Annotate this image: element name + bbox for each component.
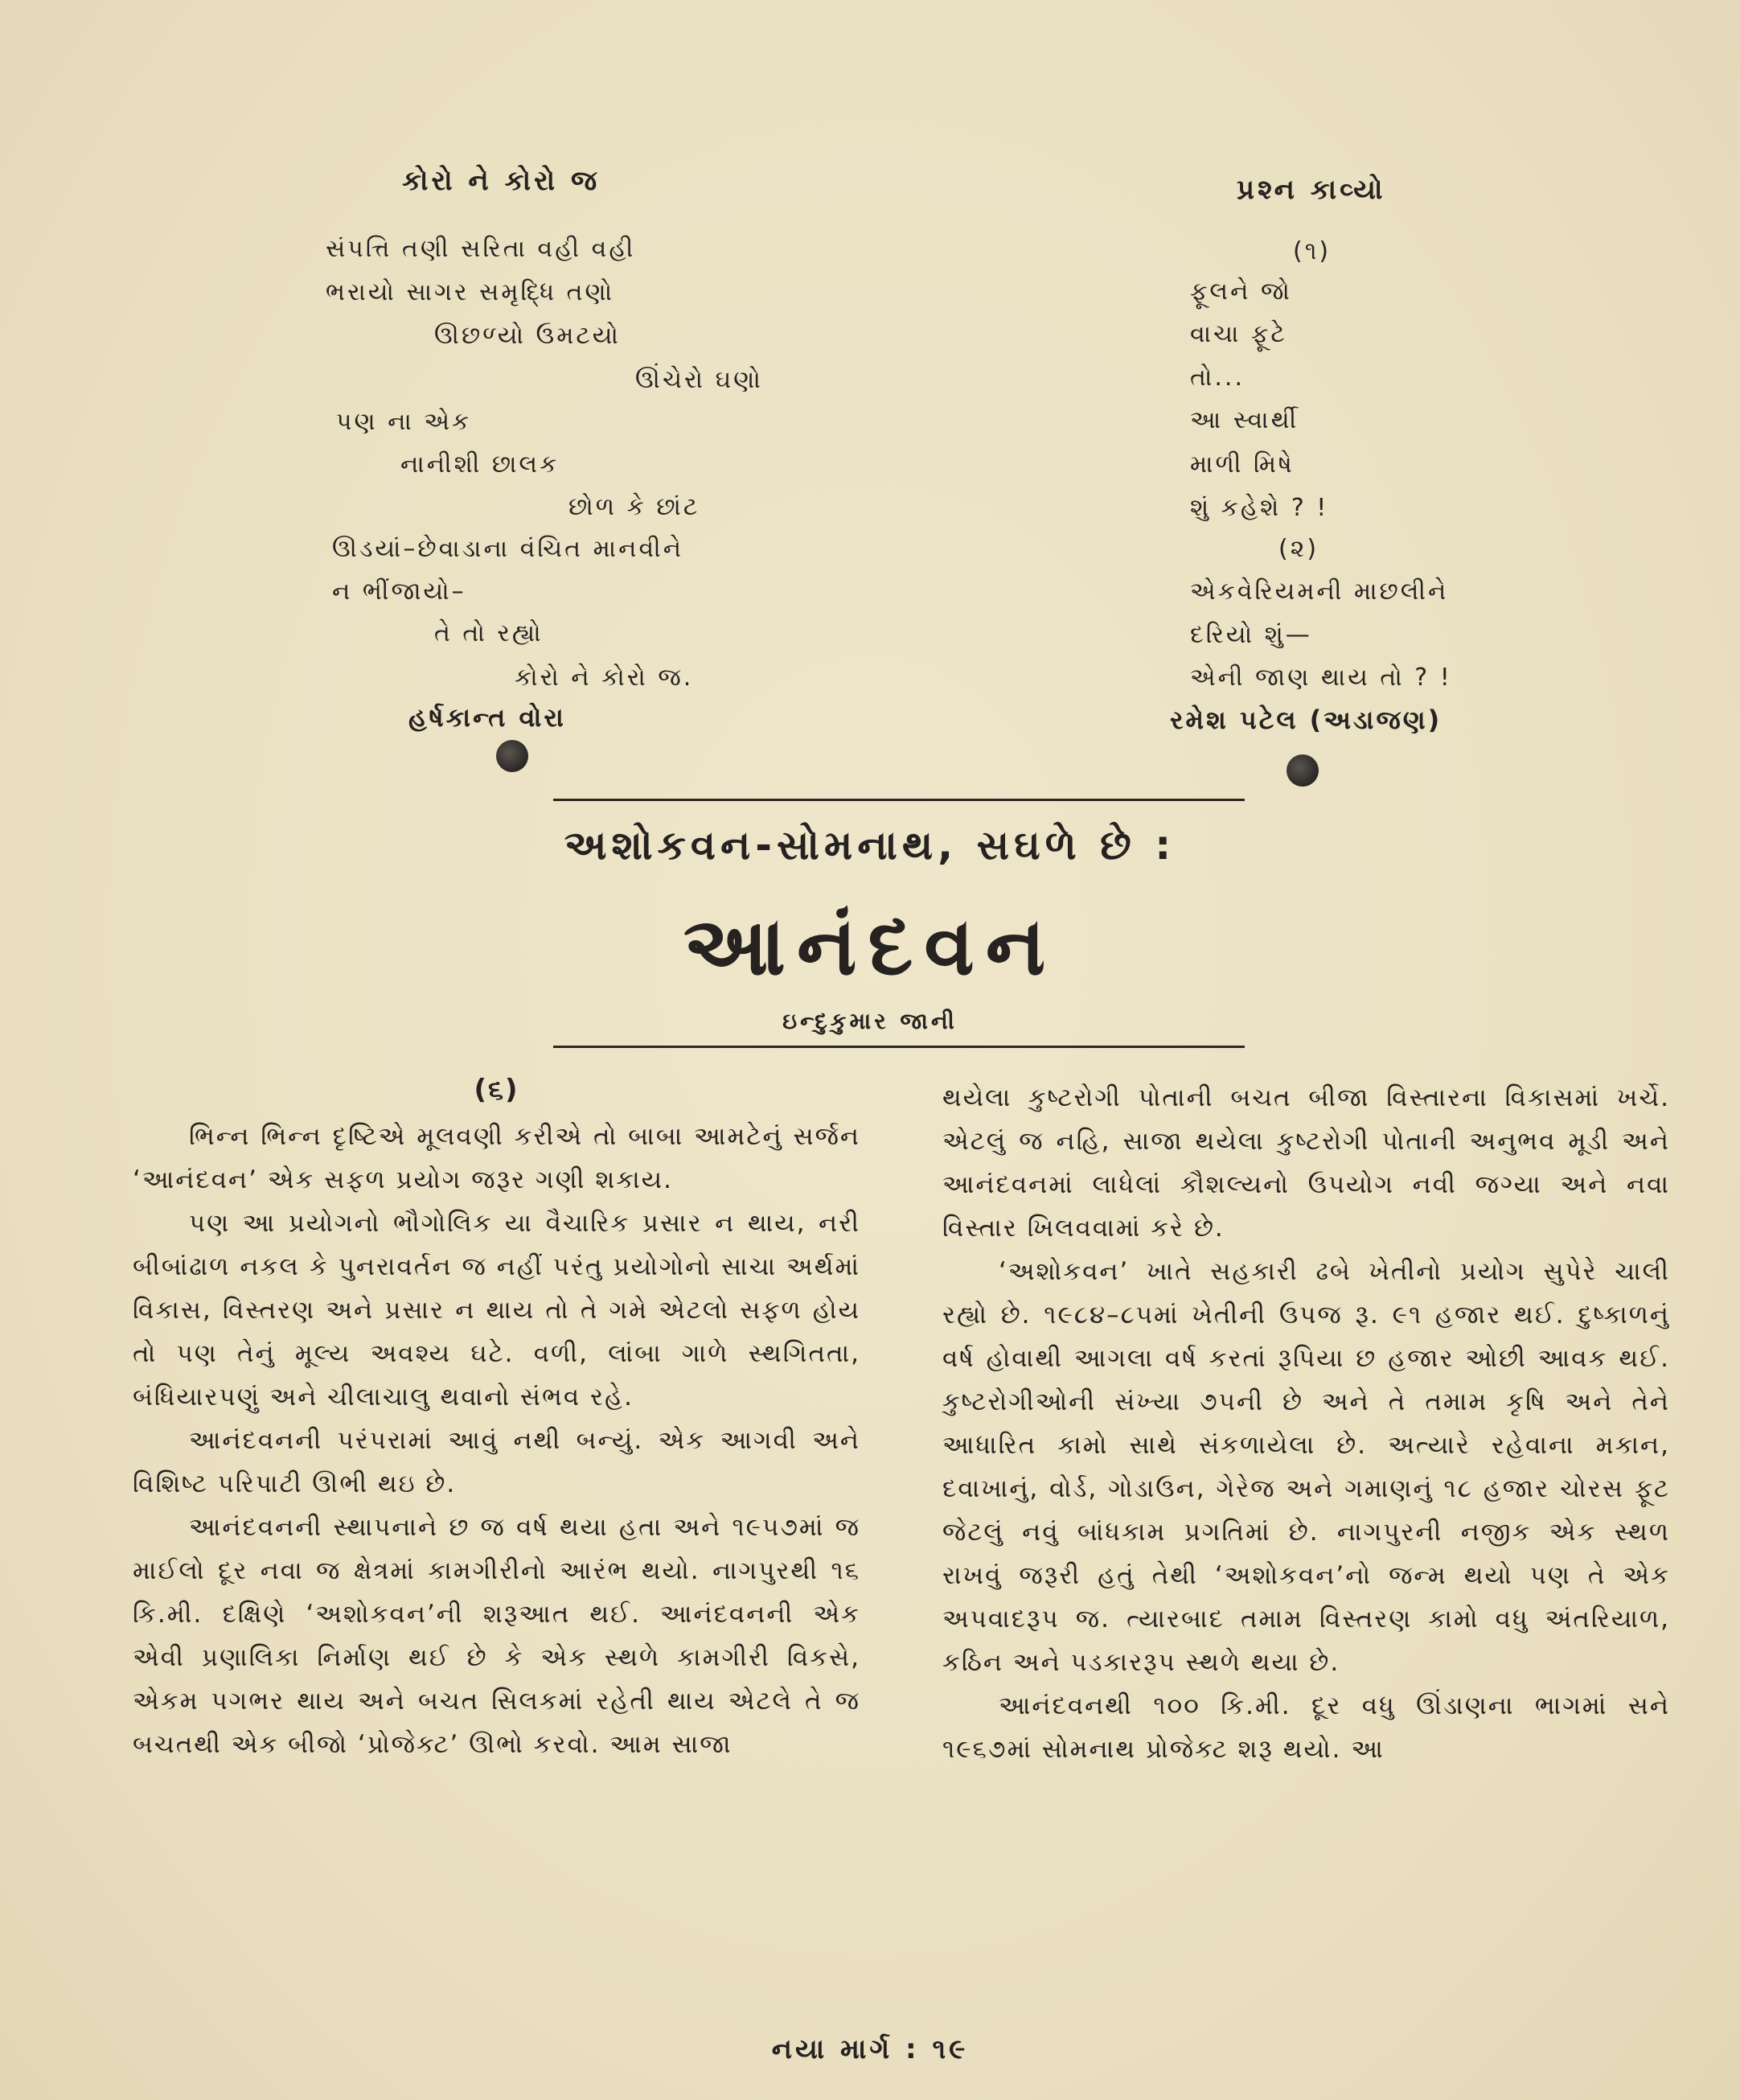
bullet-ornament-right bbox=[1287, 754, 1319, 787]
paragraph: થયેલા કુષ્ટરોગી પોતાની બચત બીજા વિસ્તારના વિકાસમાં ખર્ચે. એટલું જ નહિ, સાજા થયેલા કુષ્ટરોગી પોતાની અનુભવ મૂડી અને આનંદવનમાં લાધેલાં કૌશલ્યનો ઉપયોગ નવી જગ્યા અને નવા વિસ્તાર ખિલવવામાં કરે છે. bbox=[942, 1083, 1670, 1243]
poem-line: ઊંચેરો ઘણો bbox=[635, 366, 763, 394]
poem-line: માળી મિષે bbox=[1190, 450, 1295, 479]
poem-line: દરિયો શું— bbox=[1190, 621, 1312, 649]
poem-line: પણ ના એક bbox=[336, 408, 472, 436]
poem-line: (૨) bbox=[1278, 535, 1319, 563]
paragraph: આનંદવનની પરંપરામાં આવું નથી બન્યું. એક આગવી અને વિશિષ્ટ પરિપાટી ઊભી થઇ છે. bbox=[133, 1426, 860, 1498]
header-rule-bottom bbox=[553, 1046, 1245, 1048]
poem-line: એની જાણ થાય તો ? ! bbox=[1190, 664, 1452, 692]
article-column-left bbox=[133, 1068, 860, 1766]
poem-line: ભરાયો સાગર સમૃદ્ધિ તણો bbox=[326, 278, 615, 306]
poem-line: એકવેરિયમની માછલીને bbox=[1190, 577, 1449, 606]
paragraph: આનંદવનથી ૧૦૦ કિ.મી. દૂર વધુ ઊંડાણના ભાગમાં સને ૧૯૬૭માં સોમનાથ પ્રોજેક્ટ શરૂ થયો. આ bbox=[942, 1691, 1670, 1764]
poem-line: છોળ કે છાંટ bbox=[568, 493, 700, 521]
header-rule-top bbox=[553, 799, 1245, 801]
poem-author-left: હર્ષકાન્ત વોરા bbox=[408, 702, 566, 733]
poem-line: કોરો ને કોરો જ. bbox=[515, 664, 694, 692]
poem-line: વાચા ફૂટે bbox=[1190, 320, 1287, 348]
section-number: (૬) bbox=[474, 1074, 519, 1106]
article-column-right bbox=[942, 1076, 1670, 1771]
poem-line: સંપત્તિ તણી સરિતા વહી વહી bbox=[326, 235, 636, 263]
poem-author-right: રમેશ પટેલ (અડાજણ) bbox=[1170, 705, 1442, 735]
poem-line: નાનીશી છાલક bbox=[400, 450, 560, 479]
poem-line: ફૂલને જો bbox=[1190, 277, 1292, 306]
article-kicker: અશોકવન-સોમનાથ, સઘળે છે : bbox=[564, 822, 1176, 869]
poem-title-right: પ્રશ્ન કાવ્યો bbox=[1237, 174, 1386, 206]
poem-line: શું કહેશે ? ! bbox=[1190, 494, 1329, 522]
poem-line: (૧) bbox=[1293, 237, 1332, 265]
paragraph: પણ આ પ્રયોગનો ભૌગોલિક યા વૈચારિક પ્રસાર ન થાય, નરી બીબાંઢાળ નકલ કે પુનરાવર્તન જ નહીં પરંતુ પ્રયોગોનો સાચા અર્થમાં વિકાસ, વિસ્તરણ અને પ્રસાર ન થાય તો તે ગમે એટલો સફળ હોય તો પણ તેનું મૂલ્ય અવશ્ય ઘટે. વળી, લાંબા ગાળે સ્થગિતતા, બંધિયારપણું અને ચીલાચાલુ થવાનો સંભવ રહે. bbox=[133, 1209, 860, 1412]
poem-title-left: કોરો ને કોરો જ bbox=[402, 165, 601, 197]
page-footer: નયા માર્ગ : ૧૯ bbox=[771, 2033, 969, 2065]
paragraph: ભિન્ન ભિન્ન દૃષ્ટિએ મૂલવણી કરીએ તો બાબા આમટેનું સર્જન ‘આનંદવન’ એક સફળ પ્રયોગ જરૂર ગણી શકાય. bbox=[133, 1122, 860, 1194]
article-title: આનંદવન bbox=[683, 899, 1057, 993]
paragraph: ‘અશોકવન’ ખાતે સહકારી ઢબે ખેતીનો પ્રયોગ સુપેરે ચાલી રહ્યો છે. ૧૯૮૪–૮૫માં ખેતીની ઉપજ રૂ. ૯૧ હજાર થઈ. દુષ્કાળનું વર્ષ હોવાથી આગલા વર્ષ કરતાં રૂપિયા છ હજાર ઓછી આવક થઈ. કુષ્ટરોગીઓની સંખ્યા ૭૫ની છે અને તે તમામ કૃષિ અને તેને આધારિત કામો સાથે સંકળાયેલા છે. અત્યારે રહેવાના મકાન, દવાખાનું, વોર્ડ, ગોડાઉન, ગેરેજ અને ગમાણનું ૧૮ હજાર ચોરસ ફૂટ જેટલું નવું બાંધકામ પ્રગતિમાં છે. નાગપુરની નજીક એક સ્થળ રાખવું જરૂરી હતું તેથી ‘અશોકવન’નો જન્મ થયો પણ તે એક અપવાદરૂપ જ. ત્યારબાદ તમામ વિસ્તરણ કામો વધુ અંતરિયાળ, કઠિન અને પડકારરૂપ સ્થળે થયા છે. bbox=[942, 1257, 1670, 1677]
poem-line: આ સ્વાર્થી bbox=[1190, 406, 1299, 434]
article-byline: ઇન્દુકુમાર જાની bbox=[782, 1008, 958, 1034]
poem-line: તે તો રહ્યો bbox=[434, 619, 544, 647]
poem-line: તો... bbox=[1190, 364, 1245, 392]
poem-line: ઊડયાં–છેવાડાના વંચિત માનવીને bbox=[332, 535, 684, 563]
poem-line: ન ભીંજાયો– bbox=[332, 577, 466, 606]
bullet-ornament-left bbox=[496, 740, 528, 772]
paragraph: આનંદવનની સ્થાપનાને છ જ વર્ષ થયા હતા અને ૧૯૫૭માં જ માઈલો દૂર નવા જ ક્ષેત્રમાં કામગીરીનો આરંભ થયો. નાગપુરથી ૧૬ કિ.મી. દક્ષિણે ‘અશોકવન’ની શરૂઆત થઈ. આનંદવનની એક એવી પ્રણાલિકા નિર્માણ થઈ છે કે એક સ્થળે કામગીરી વિકસે, એકમ પગભર થાય અને બચત સિલકમાં રહેતી થાય એટલે તે જ બચતથી એક બીજો ‘પ્રોજેક્ટ’ ઊભો કરવો. આમ સાજા bbox=[133, 1513, 860, 1759]
poem-line: ઊછળ્યો ઉમટયો bbox=[434, 322, 621, 350]
